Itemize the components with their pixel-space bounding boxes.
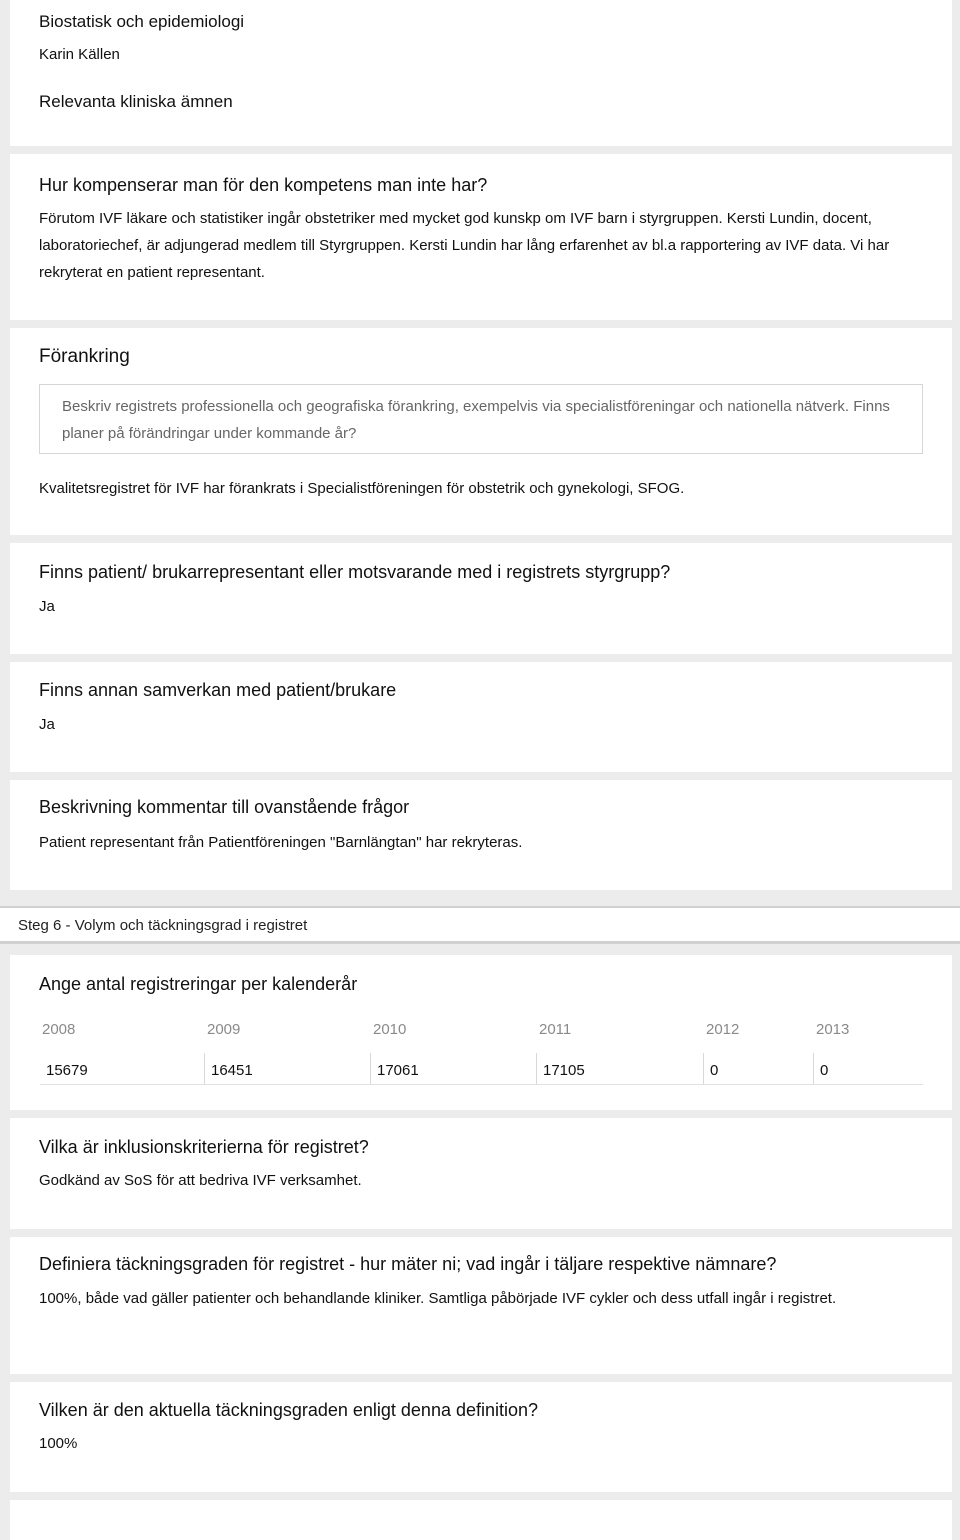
field-value: Karin Källen (39, 46, 120, 63)
year-header: 2008 (42, 1021, 76, 1038)
year-value: 16451 (205, 1053, 371, 1085)
card-comment (10, 780, 952, 890)
card-collaboration (10, 662, 952, 772)
card-coverage-value (10, 1382, 952, 1492)
card-coverage-definition (10, 1237, 952, 1374)
answer-text: Ja (39, 716, 55, 733)
step-title: Steg 6 - Volym och täckningsgrad i registret (18, 917, 308, 934)
card-competence (10, 154, 952, 320)
question-heading: Vilken är den aktuella täckningsgraden enligt denna definition? (39, 1400, 539, 1420)
year-value: 0 (820, 1062, 829, 1079)
card-patient-rep (10, 543, 952, 654)
year-value: 15679 (40, 1053, 205, 1085)
question-heading: Hur kompenserar man för den kompetens man inte har? (39, 175, 488, 195)
row-divider (40, 1084, 923, 1085)
question-heading: Definiera täckningsgraden för registret - hur mäter ni; vad ingår i täljare respektive nämnare? (39, 1254, 777, 1274)
card-inclusion (10, 1118, 952, 1229)
card-staff (10, 0, 952, 146)
year-header: 2010 (373, 1021, 407, 1038)
year-header: 2011 (539, 1021, 572, 1038)
answer-text: Godkänd av SoS för att bedriva IVF verksamhet. (39, 1172, 362, 1189)
registration-values-row (40, 1053, 923, 1085)
question-heading: Finns annan samverkan med patient/brukare (39, 680, 397, 700)
year-header: 2012 (706, 1021, 740, 1038)
card-next (10, 1500, 952, 1540)
year-header: 2009 (207, 1021, 241, 1038)
step-header (0, 906, 960, 944)
card-registrations (10, 955, 952, 1110)
hint-box: Beskriv registrets professionella och geografiska förankring, exempelvis via specialistföreningar och nationella nätverk. Finns planer på förändringar under kommande år? (39, 384, 923, 454)
question-heading: Vilka är inklusionskriterierna för registret? (39, 1137, 369, 1157)
answer-text: 100% (39, 1435, 78, 1452)
field-label: Biostatisk och epidemiologi (39, 12, 245, 31)
question-heading: Ange antal registreringar per kalenderår (39, 974, 358, 994)
answer-text: Patient representant från Patientföreningen "Barnlängtan" har rekryteras. (39, 834, 523, 851)
field-label: Relevanta kliniska ämnen (39, 92, 233, 111)
year-header: 2013 (816, 1021, 850, 1038)
year-value: 0 (704, 1053, 814, 1085)
question-heading: Beskrivning kommentar till ovanstående frågor (39, 797, 410, 817)
answer-text: Kvalitetsregistret för IVF har förankrats i Specialistföreningen för obstetrik och gynekologi, SFOG. (39, 480, 685, 497)
card-forankring (10, 328, 952, 535)
question-heading: Finns patient/ brukarrepresentant eller motsvarande med i registrets styrgrupp? (39, 562, 671, 582)
year-value: 17105 (537, 1053, 704, 1085)
year-value: 17061 (371, 1053, 537, 1085)
answer-text: Förutom IVF läkare och statistiker ingår obstetriker med mycket god kunskp om IVF barn i styrgruppen. Kersti Lundin, docent, laboratoriechef, är adjungerad medlem till Styrgruppen. Kersti Lundin har lång erfarenhet av bl.a rapportering av IVF data. Vi har rekryterat en patient representant. (39, 210, 890, 281)
answer-text: Ja (39, 598, 55, 615)
answer-text: 100%, både vad gäller patienter och behandlande kliniker. Samtliga påbörjade IVF cykler och dess utfall ingår i registret. (39, 1290, 837, 1307)
section-heading: Förankring (39, 346, 130, 367)
